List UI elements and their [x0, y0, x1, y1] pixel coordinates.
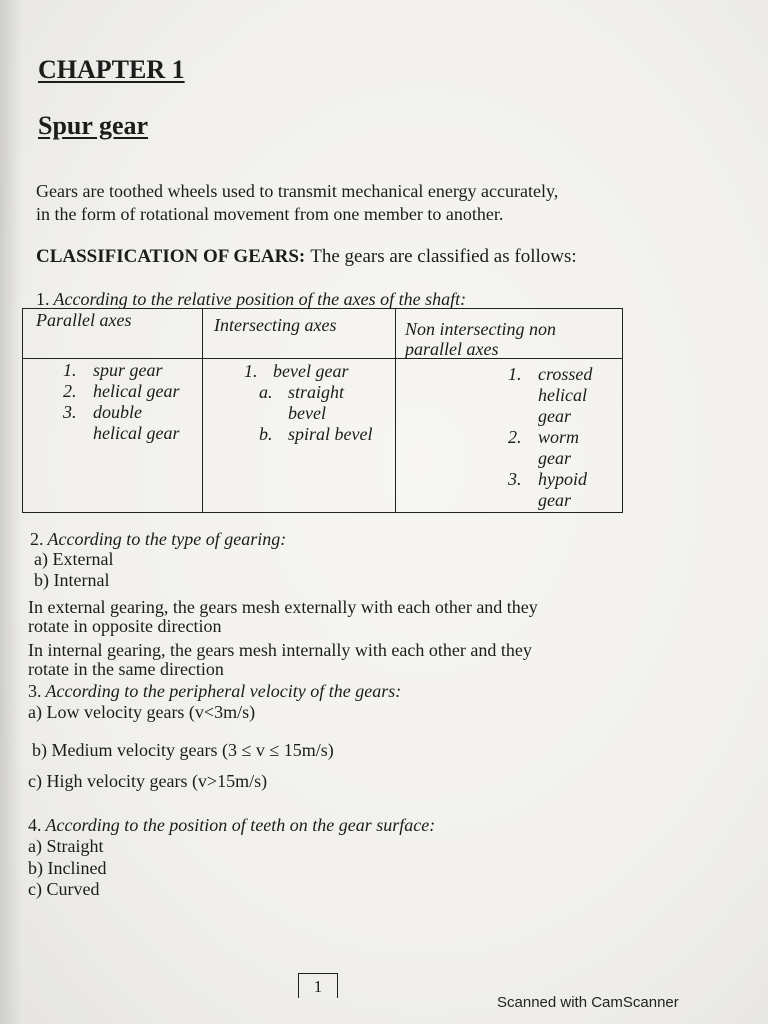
- list-subitem: [259, 382, 395, 424]
- list-item: [508, 469, 622, 511]
- section-4-title: According to the position of teeth on the gear surface:: [45, 815, 436, 835]
- topic-title: Spur gear: [38, 111, 149, 140]
- intro-line-1: Gears are toothed wheels used to transmit mechanical energy accurately,: [36, 181, 559, 201]
- cell-parallel-gears: [23, 359, 203, 512]
- table-body-row: [23, 359, 622, 512]
- cell-intersecting-gears: [203, 359, 396, 512]
- item-number: 3.: [63, 402, 77, 422]
- item-text: bevel gear: [273, 361, 349, 381]
- item-number: 2.: [63, 381, 77, 401]
- classification-line: [36, 246, 577, 268]
- section-3-title: According to the peripheral velocity of the gears:: [45, 681, 402, 701]
- item-number: 1.: [244, 361, 258, 381]
- list-item: [63, 360, 202, 381]
- item-number: 3.: [508, 469, 522, 489]
- header-cell-intersecting: [203, 309, 396, 358]
- section-4-heading: [28, 814, 435, 836]
- header-cell-parallel: [23, 309, 203, 358]
- item-text: double helical gear: [93, 402, 180, 443]
- external-gearing-note-line-1: In external gearing, the gears mesh externally with each other and they: [28, 597, 538, 617]
- item-text: worm gear: [538, 427, 580, 468]
- section-3-heading: [28, 680, 401, 702]
- item-text: hypoid gear: [538, 469, 587, 510]
- scanner-watermark: Scanned with CamScanner: [497, 994, 679, 1011]
- item-number: 2.: [508, 427, 522, 447]
- list-subitem: [259, 424, 395, 445]
- internal-gearing-note-line-2: rotate in the same direction: [28, 659, 224, 679]
- gear-classification-table: [22, 308, 623, 513]
- item-letter: b.: [259, 424, 273, 444]
- item-text: helical gear: [93, 381, 180, 401]
- classification-text: The gears are classified as follows:: [310, 246, 577, 267]
- section-2-number: 2.: [30, 529, 44, 549]
- list-item: [63, 402, 202, 444]
- list-item: [63, 381, 202, 402]
- internal-gearing-note-line-1: In internal gearing, the gears mesh internally with each other and they: [28, 640, 532, 660]
- table-header-row: [23, 309, 622, 359]
- item-text: spur gear: [93, 360, 163, 380]
- item-text: crossed helical gear: [538, 364, 593, 426]
- cell-non-intersecting-gears: [396, 359, 622, 512]
- teeth-curved: c) Curved: [28, 879, 100, 899]
- external-gearing-note-line-2: rotate in opposite direction: [28, 616, 222, 636]
- section-2-title: According to the type of gearing:: [47, 529, 287, 549]
- item-number: 1.: [508, 364, 522, 384]
- item-letter: a.: [259, 382, 273, 402]
- classification-label: CLASSIFICATION OF GEARS:: [36, 246, 306, 267]
- teeth-inclined: b) Inclined: [28, 858, 107, 878]
- header-cell-non-intersecting: [396, 309, 622, 358]
- section-1-title: According to the relative position of the axes of the shaft:: [53, 289, 467, 309]
- item-text: straight bevel: [288, 382, 345, 423]
- velocity-high: c) High velocity gears (v>15m/s): [28, 771, 268, 791]
- section-1-heading: [36, 288, 466, 310]
- list-item: [244, 361, 395, 382]
- page-number: 1: [298, 973, 338, 998]
- velocity-low: a) Low velocity gears (v<3m/s): [28, 702, 256, 722]
- list-item: [508, 364, 622, 427]
- chapter-title: CHAPTER 1: [38, 55, 185, 84]
- header-intersecting-axes: Intersecting axes: [214, 315, 337, 335]
- gearing-type-internal: b) Internal: [34, 570, 110, 590]
- list-item: [508, 427, 622, 469]
- velocity-medium: b) Medium velocity gears (3 ≤ v ≤ 15m/s): [32, 740, 334, 760]
- header-non-intersecting-axes: Non intersecting non parallel axes: [405, 319, 556, 359]
- section-4-number: 4.: [28, 815, 42, 835]
- intro-line-2: in the form of rotational movement from one member to another.: [36, 204, 504, 224]
- item-number: 1.: [63, 360, 77, 380]
- section-3-number: 3.: [28, 681, 42, 701]
- section-2-heading: [30, 528, 286, 550]
- gearing-type-external: a) External: [34, 549, 114, 569]
- item-text: spiral bevel: [288, 424, 373, 444]
- header-parallel-axes: Parallel axes: [36, 310, 132, 330]
- teeth-straight: a) Straight: [28, 836, 104, 856]
- section-1-number: 1.: [36, 289, 50, 309]
